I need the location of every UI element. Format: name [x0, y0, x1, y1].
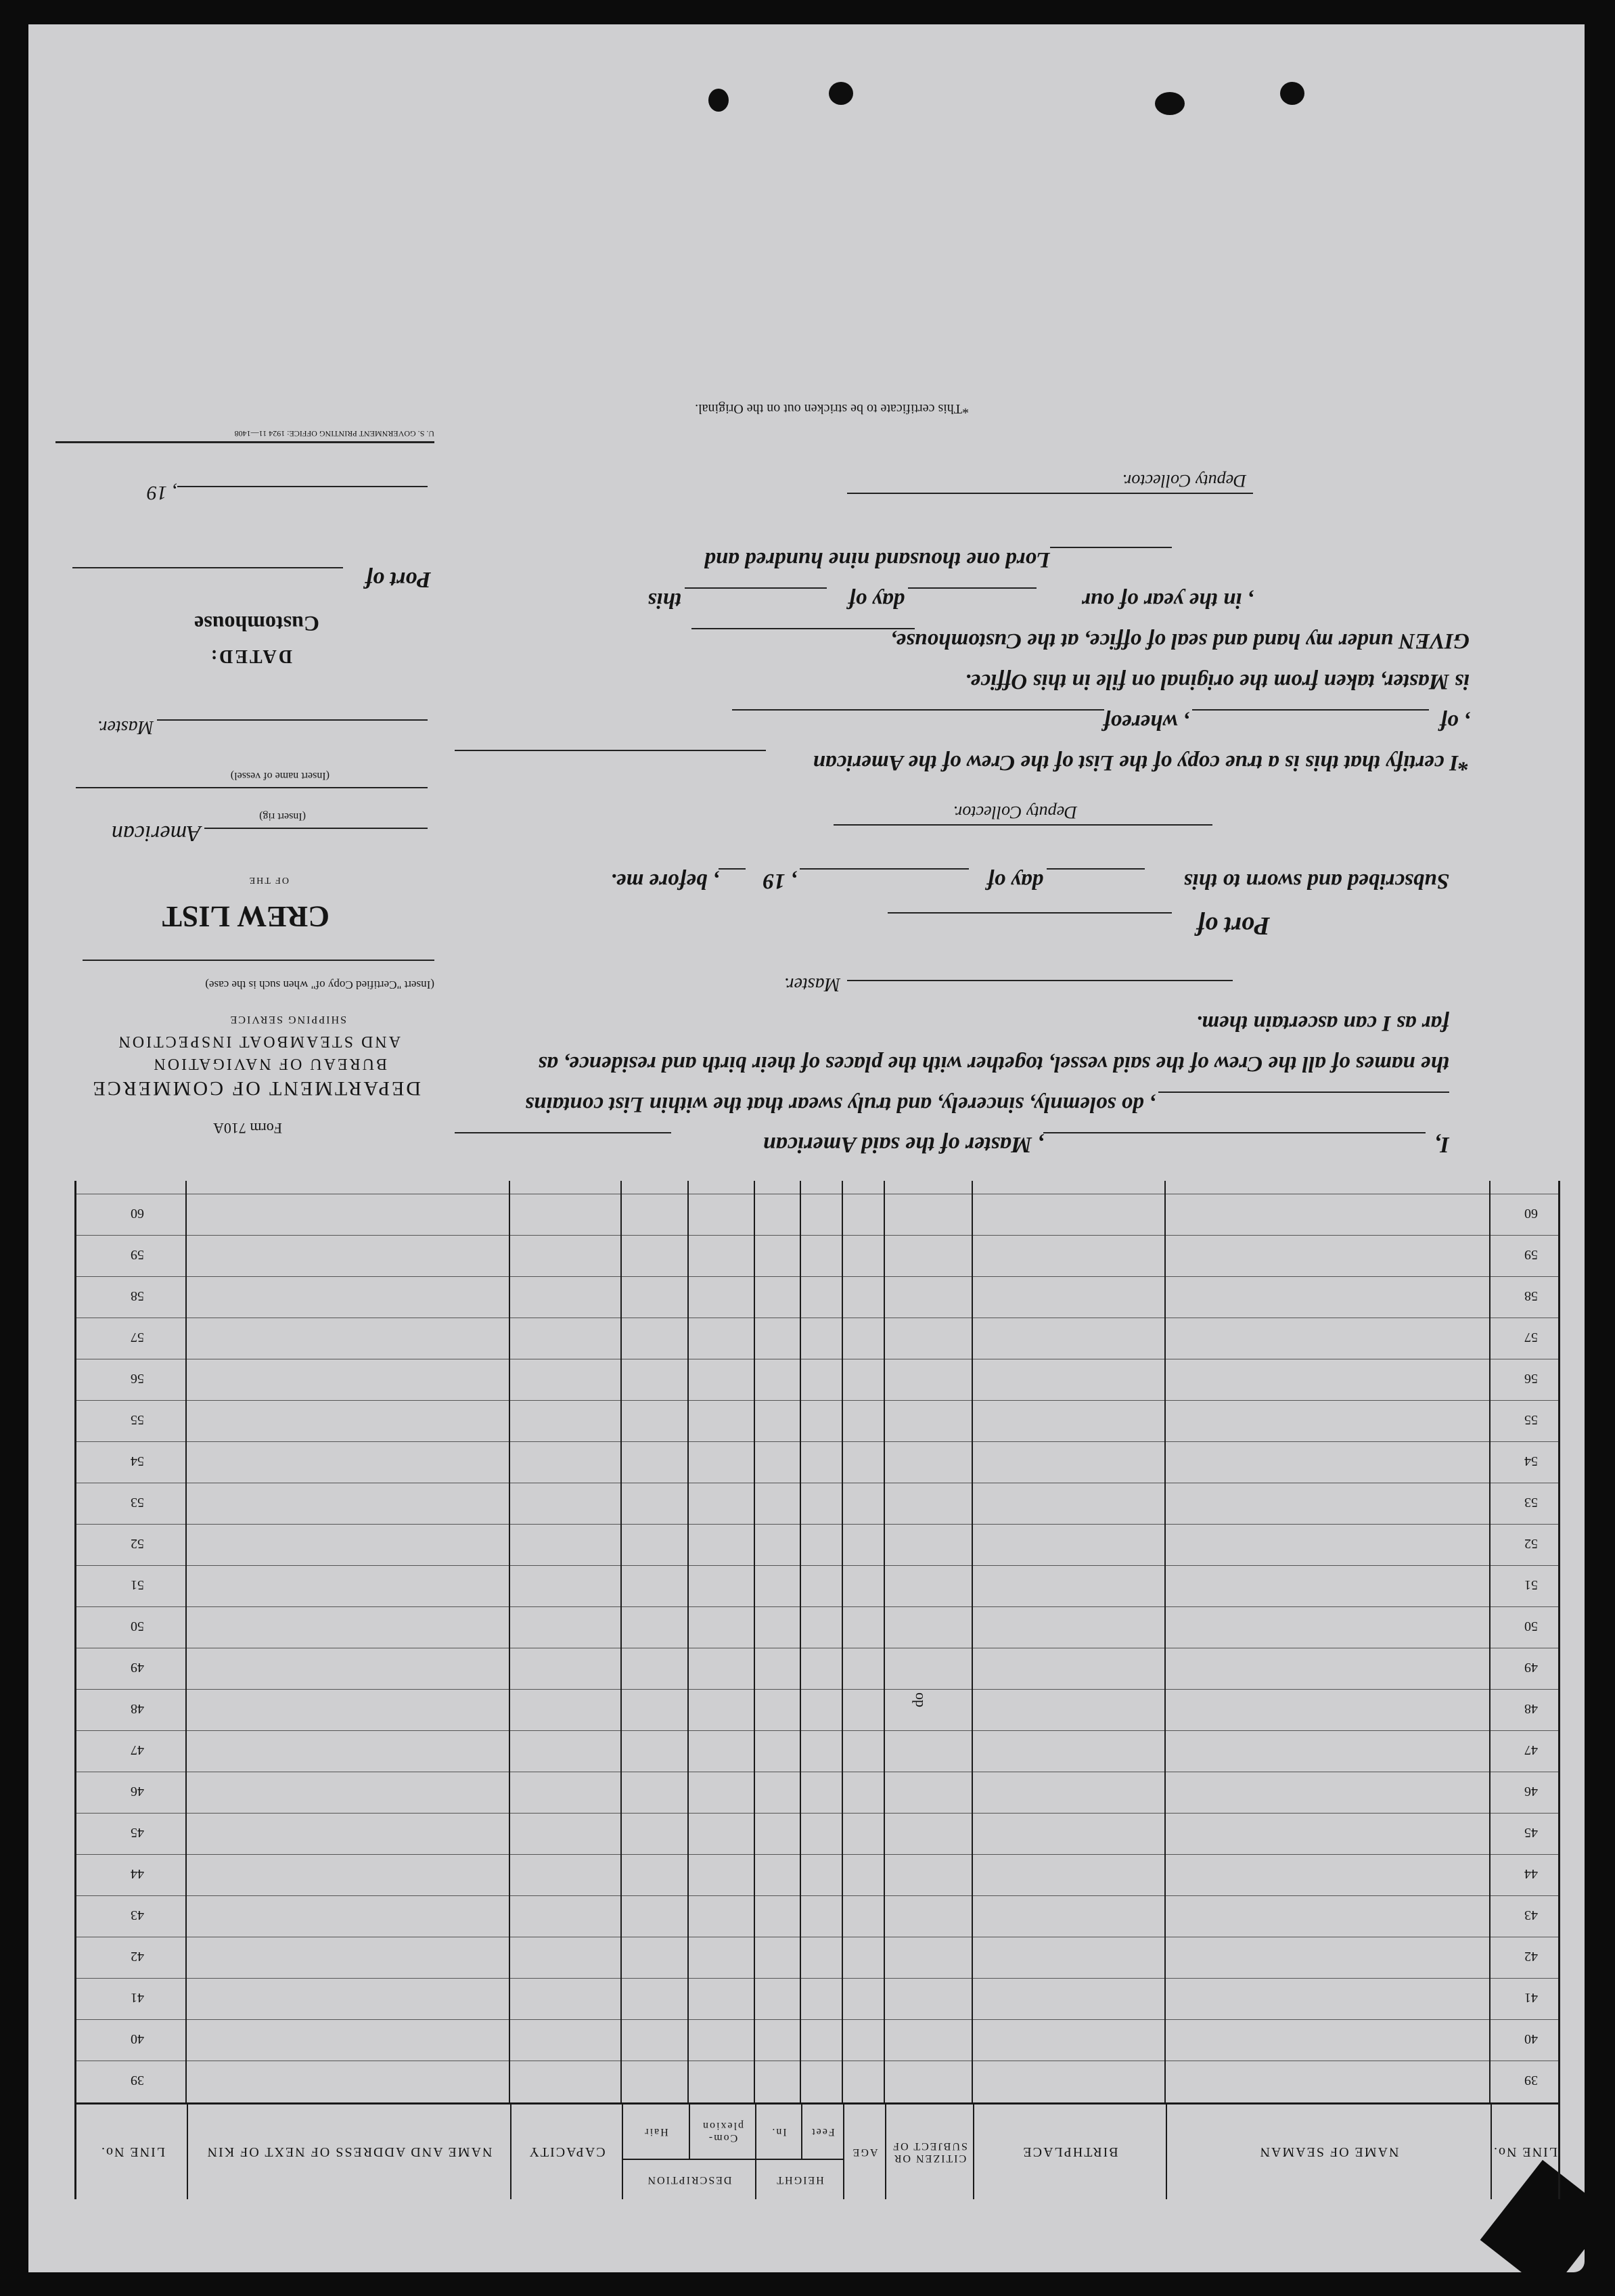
col-divider	[185, 1181, 187, 2102]
master-label: Master.	[97, 717, 154, 738]
blank-line	[1050, 547, 1172, 548]
oath-master: , Master of the said American	[763, 1132, 1043, 1157]
oath-port-of: Port of	[1196, 911, 1270, 940]
header-hair: Hair	[622, 2104, 689, 2159]
dated-label: DATED:	[208, 646, 292, 667]
blank-line	[1043, 1132, 1426, 1133]
header-height: HEIGHT	[755, 2159, 843, 2199]
blank-line	[1158, 1091, 1449, 1093]
blank-line	[204, 828, 428, 829]
certify-whereof-prefix: , of	[1440, 710, 1470, 734]
oath-day-of: day of	[986, 869, 1043, 893]
row-number-left: 47	[1524, 1742, 1538, 1757]
row-number-right: 48	[131, 1701, 144, 1716]
title-crew-list: CREW LIST	[162, 900, 329, 933]
blank-line	[719, 868, 746, 870]
table-row	[76, 1318, 1558, 1359]
table-row	[76, 1441, 1558, 1483]
table-row	[76, 1689, 1558, 1731]
blank-line	[691, 628, 915, 629]
table-row	[76, 1895, 1558, 1937]
col-divider	[1164, 1181, 1166, 2102]
blank-line	[685, 587, 827, 589]
header-inches: In.	[755, 2104, 801, 2159]
header-line-no: LINE No.	[1491, 2104, 1558, 2199]
oath-line2: , do solemnly, sincerely, and truly swear that the within List contains	[525, 1092, 1155, 1117]
table-row	[76, 1359, 1558, 1401]
row-number-right: 50	[131, 1619, 144, 1634]
row-number-left: 54	[1524, 1454, 1538, 1468]
row-number-left: 44	[1524, 1866, 1538, 1881]
header-age: AGE	[843, 2104, 885, 2199]
table-row	[76, 1194, 1558, 1236]
row-number-right: 60	[131, 1206, 144, 1221]
oath-before-me: , before me.	[610, 869, 719, 893]
certify-day-of: day of	[848, 588, 905, 612]
row-number-left: 53	[1524, 1495, 1538, 1510]
service: SHIPPING SERVICE	[229, 1014, 346, 1025]
row-number-right: 44	[131, 1866, 144, 1881]
blank-line	[83, 960, 434, 961]
row-number-right: 54	[131, 1454, 144, 1468]
certify-line1: *I certify that this is a true copy of the List of the Crew of the American	[813, 750, 1470, 775]
blank-line	[72, 567, 343, 568]
of-the: OF THE	[248, 875, 289, 885]
row-number-left: 60	[1524, 1206, 1538, 1221]
row-number-right: 59	[131, 1247, 144, 1262]
table-row	[76, 1937, 1558, 1979]
table-row	[76, 1730, 1558, 1772]
insert-rig: (Insert rig)	[259, 811, 306, 822]
row-number-left: 43	[1524, 1908, 1538, 1922]
certify-footnote: *This certificate to be stricken out on the Original.	[695, 401, 969, 416]
table-row	[76, 1606, 1558, 1648]
header-name-of-seaman: NAME OF SEAMAN	[1166, 2104, 1491, 2199]
blank-line	[177, 486, 428, 487]
table-row	[76, 1565, 1558, 1607]
bureau: BUREAU OF NAVIGATION	[152, 1055, 387, 1073]
table-row	[76, 1276, 1558, 1318]
printing-office: U. S. GOVERNMENT PRINTING OFFICE: 1924 11—1408	[234, 429, 434, 438]
row-number-left: 48	[1524, 1701, 1538, 1716]
department: DEPARTMENT OF COMMERCE	[91, 1077, 421, 1100]
col-divider	[754, 1181, 755, 2102]
form-number: Form 710A	[212, 1120, 282, 1137]
row-number-right: 46	[131, 1784, 144, 1799]
row-number-left: 46	[1524, 1784, 1538, 1799]
oath-i: I,	[1434, 1132, 1449, 1157]
col-divider	[620, 1181, 622, 2102]
table-row	[76, 1813, 1558, 1855]
header-next-of-kin: NAME AND ADDRESS OF NEXT OF KIN	[187, 2104, 510, 2199]
row-number-left: 50	[1524, 1619, 1538, 1634]
header-feet: Feet	[801, 2104, 843, 2159]
row-number-left: 49	[1524, 1660, 1538, 1675]
oath-subscribed: Subscribed and sworn to this	[1183, 869, 1449, 893]
table-row	[76, 1524, 1558, 1566]
header-line-no-right: LINE No.	[100, 2144, 165, 2160]
row-number-left: 56	[1524, 1371, 1538, 1386]
oath-deputy: Deputy Collector.	[953, 803, 1077, 822]
certify-in-year: , in the year of our	[1081, 588, 1253, 612]
table-row	[76, 1400, 1558, 1442]
row-number-left: 41	[1524, 1990, 1538, 2005]
certify-deputy: Deputy Collector.	[1122, 471, 1246, 491]
table-row	[76, 1648, 1558, 1690]
blank-line	[908, 587, 1037, 589]
table-row	[76, 2019, 1558, 2061]
rows-area	[76, 1181, 1558, 2102]
customhouse-label: Customhouse	[194, 612, 319, 636]
row-number-left: 45	[1524, 1825, 1538, 1840]
certify-line3: GIVEN under my hand and seal of office, at the Customhouse,	[890, 629, 1470, 653]
table-row	[76, 1854, 1558, 1896]
blank-line	[1047, 868, 1145, 870]
row-number-right: 51	[131, 1577, 144, 1592]
row-number-left: 42	[1524, 1949, 1538, 1964]
master-signature-line	[847, 980, 1233, 981]
oath-year19: , 19	[763, 869, 796, 893]
insert-certified-note: (Insert "Certified Copy of" when such is the case)	[205, 978, 434, 991]
table-row	[76, 1772, 1558, 1814]
row-number-right: 42	[131, 1949, 144, 1964]
header-rule	[76, 2102, 1558, 2104]
header-birthplace: BIRTHPLACE	[973, 2104, 1166, 2199]
year-prefix: , 19	[147, 482, 177, 504]
row-number-right: 40	[131, 2031, 144, 2046]
row-number-left: 57	[1524, 1330, 1538, 1345]
oath-line3: the names of all the Crew of the said vessel, together with the places of their birth and residence, as	[538, 1052, 1449, 1076]
certify-this: this	[647, 588, 681, 612]
row-number-right: 53	[131, 1495, 144, 1510]
col-divider	[972, 1181, 973, 2102]
blank-line	[1192, 709, 1429, 711]
row-number-right: 45	[131, 1825, 144, 1840]
blank-line	[800, 868, 969, 870]
row-number-right: 57	[131, 1330, 144, 1345]
blank-line	[455, 750, 766, 751]
row-number-left: 58	[1524, 1288, 1538, 1303]
header-complexion: Com- plexion	[689, 2104, 755, 2159]
row-number-right: 39	[131, 2073, 144, 2088]
deputy-signature-line	[834, 824, 1212, 826]
blank-line	[732, 709, 1104, 711]
table-row	[76, 2061, 1558, 2102]
row-number-right: 41	[131, 1990, 144, 2005]
inspection: AND STEAMBOAT INSPECTION	[116, 1033, 401, 1050]
col-divider	[1489, 1181, 1491, 2102]
ditto-mark: do	[909, 1692, 926, 1707]
header-citizen: CITIZEN OR SUBJECT OF	[885, 2104, 973, 2199]
col-divider	[800, 1181, 801, 2102]
col-divider	[509, 1181, 510, 2102]
rule	[55, 441, 434, 443]
blank-line	[455, 1132, 671, 1133]
row-number-left: 55	[1524, 1412, 1538, 1427]
row-number-left: 40	[1524, 2031, 1538, 2046]
port-of-label: Port of	[365, 567, 431, 592]
row-number-left: 39	[1524, 2073, 1538, 2088]
blank-line	[157, 719, 428, 721]
row-number-right: 47	[131, 1742, 144, 1757]
certify-whereof: , whereof	[1103, 710, 1189, 734]
row-number-left: 52	[1524, 1536, 1538, 1551]
table-row	[76, 1483, 1558, 1525]
certify-lord: Lord one thousand nine hundred and	[704, 547, 1050, 572]
header-capacity: CAPACITY	[510, 2104, 622, 2199]
col-divider	[884, 1181, 885, 2102]
certify-line2: is Master, taken from the original on file in this Office.	[965, 669, 1470, 694]
col-divider	[842, 1181, 843, 2102]
american-label: American	[111, 821, 201, 846]
oath-line4: far as I can ascertain them.	[1196, 1011, 1449, 1035]
oath-master-sig: Master.	[783, 974, 840, 995]
col-divider	[687, 1181, 689, 2102]
row-number-right: 56	[131, 1371, 144, 1386]
row-number-right: 52	[131, 1536, 144, 1551]
insert-vessel: (Insert name of vessel)	[230, 770, 329, 782]
crew-list-grid	[74, 1181, 1560, 2199]
blank-line	[76, 787, 428, 788]
header-description: DESCRIPTION	[622, 2159, 755, 2199]
row-number-right: 43	[131, 1908, 144, 1922]
deputy-signature-line	[847, 493, 1253, 494]
rotated-form-text	[49, 41, 1510, 1164]
row-number-left: 51	[1524, 1577, 1538, 1592]
row-number-right: 49	[131, 1660, 144, 1675]
table-row	[76, 1235, 1558, 1277]
row-number-left: 59	[1524, 1247, 1538, 1262]
row-number-right: 58	[131, 1288, 144, 1303]
blank-line	[888, 912, 1172, 914]
table-row	[76, 1978, 1558, 2020]
row-number-right: 55	[131, 1412, 144, 1427]
